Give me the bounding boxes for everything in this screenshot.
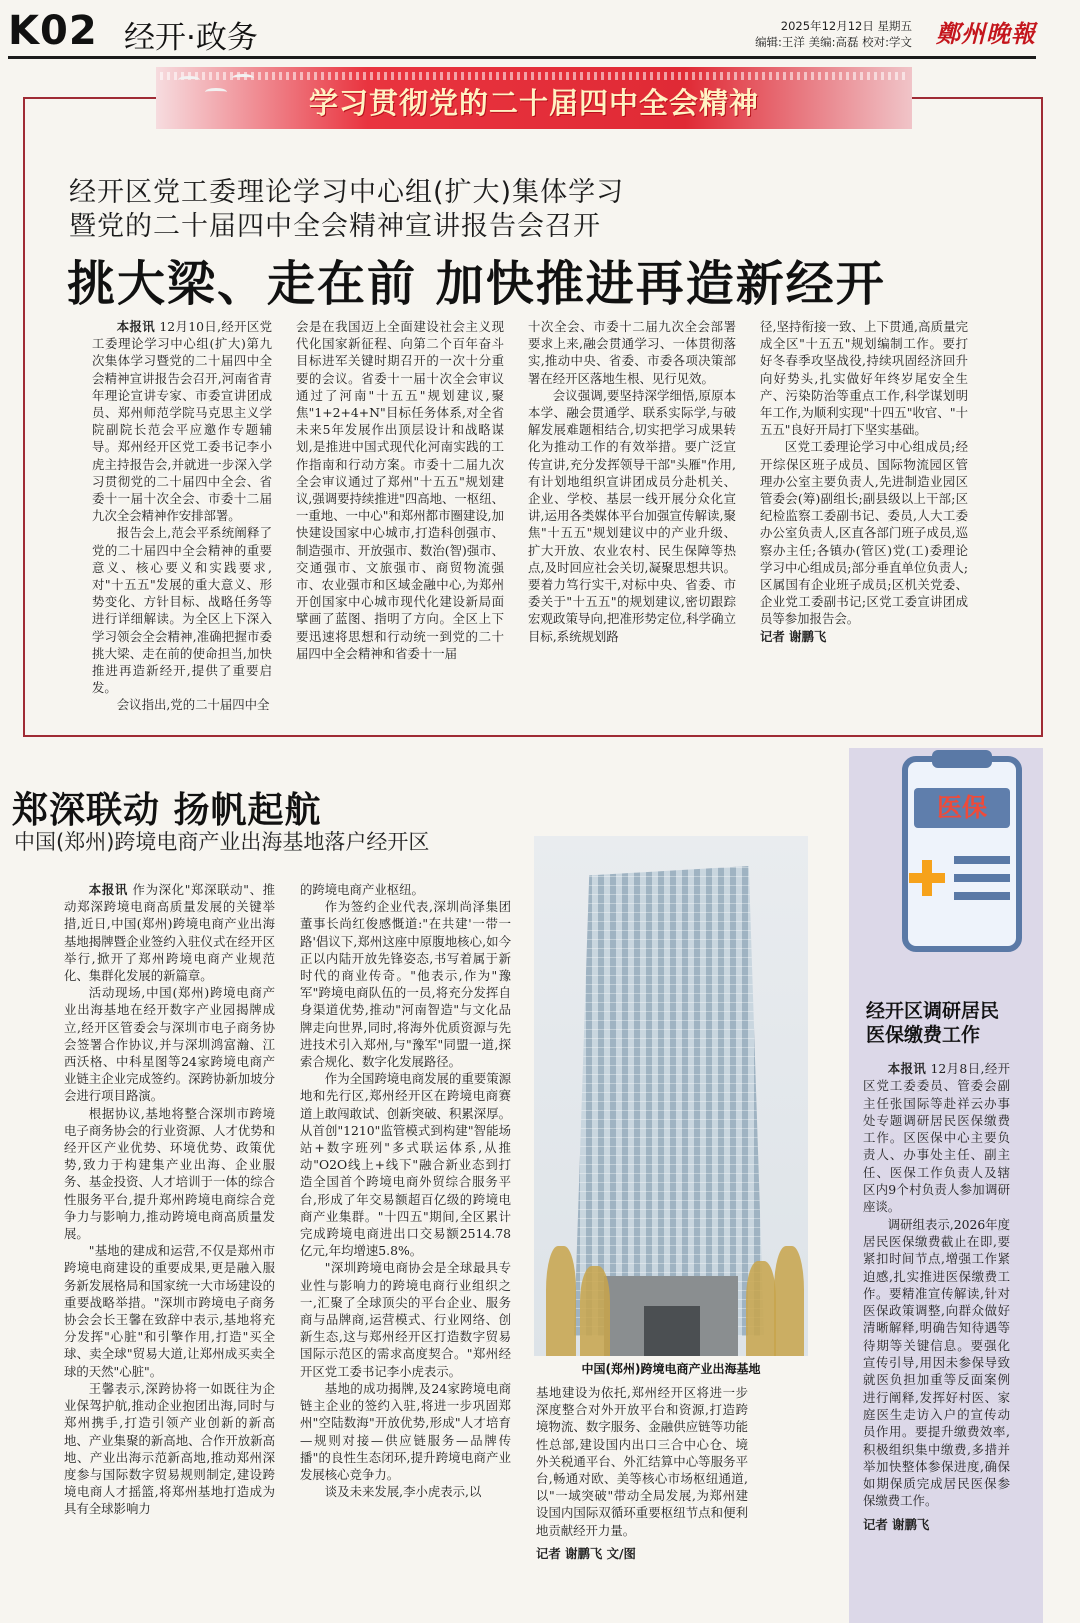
tree-shape xyxy=(746,1261,776,1356)
paragraph: 调研组表示,2026年度居民医保缴费截止在即,要紧扣时间节点,增强工作紧迫感,扎实推进医保缴费工作。要精准宣传解读,针对医保政策调整,向群众做好清晰解释,明确告知待遇等待期等关键信息。要强化宣传引导,用因未参保导致就医负担加重等反面案例进行阐释,发挥好村医、家庭医生走访入户的宣传动员作用。要提升缴费效率,积极组织集中缴费,多措并举加快整体参保进度,确保如期保质完成居民医保参保缴费工作。 xyxy=(863,1216,1011,1509)
paragraph: 会议强调,要坚持深学细悟,原原本本学、融会贯通学、联系实际学,与破解发展难题相结合,切实把学习成果转化为推动工作的有效举措。要广泛宣传宣讲,充分发挥领导干部"头雁"作用,有计划地组织宣讲团成员分赴机关、企业、学校、基层一线开展分众化宣讲,运用各类媒体平台加强宣传解读,聚焦"十五五"规划建议中的产业升级、扩大开放、农业农村、民生保障等热点,及时回应社会关切,凝聚思想共识。要着力笃行实干,对标中央、省委、市委关于"十五五"的规划建议,密切跟踪宏观政策导向,把准形势定位,科学确立目标,系统规划路 xyxy=(528,387,736,644)
article1-kicker-1: 经开区党工委理论学习中心组(扩大)集体学习 xyxy=(69,177,625,208)
tree-shape xyxy=(774,1246,804,1356)
header-meta xyxy=(755,18,912,50)
paragraph: 会是在我国迈上全面建设社会主义现代化国家新征程、向第二个百年奋斗目标进军关键时期召开的一次十分重要的会议。省委十一届十次全会审议通过了河南"十五五"规划建议,聚焦"1+2+4+N"目标任务体系,对全省未来5年发展作出顶层设计和战略谋划,是推进中国式现代化河南实践的工作指南和行动方案。市委十二届九次全会审议通过了郑州"十五五"规划建议,强调要持续推进"四高地、一枢纽、一重地、一中心"和郑州都市圈建设,加快建设国家中心城市,打造科创强市、制造强市、开放强市、数治(智)强市、交通强市、文旅强市、商贸物流强市、农业强市和区域金融中心,为郑州开创国家中心城市现代化建设新局面擘画了蓝图、指明了方向。全区上下要迅速将思想和行动统一到党的二十届四中全会精神和省委十一届 xyxy=(296,319,504,661)
tree-shape xyxy=(546,1246,576,1356)
article2-byline: 记者 谢鹏飞 文/图 xyxy=(536,1545,636,1561)
tower-window-lines xyxy=(574,866,764,1336)
paragraph: 本报讯 12月10日,经开区党工委理论学习中心组(扩大)第九次集体学习暨党的二十届四中全会精神宣讲报告会召开,河南省青年理论宣讲专家、市委宣讲团成员、郑州师范学院马克思主义学院副院长范会平应邀作专题辅导。郑州经开区党工委书记李小虎主持报告会,并就进一步深入学习贯彻党的二十届四中全会、省委十一届十次全会、市委十二届九次全会精神作安排部署。 xyxy=(92,319,273,524)
dove-icon xyxy=(178,76,200,84)
banner-title: 学习贯彻党的二十届四中全会精神 xyxy=(308,86,759,120)
sidebar-byline: 记者 谢鹏飞 xyxy=(863,1516,930,1532)
paragraph: 作为签约企业代表,深圳尚泽集团董事长尚红俊感慨道:"在共建'一带一路'倡议下,郑州这座中原腹地核心,如今正以内陆开放先锋姿态,书写着属于新时代的商业传奇。"他表示,作为"豫军"跨境电商队伍的一员,将充分发挥自身渠道优势,推动"河南智造"与文化品牌走向世界,同时,将海外优质资源与先进技术引入郑州,与"豫军"同盟一道,探索合规化、数字化发展路径。 xyxy=(300,899,511,1070)
building-photo xyxy=(534,836,808,1356)
list-line-icon xyxy=(954,892,1010,900)
dove-icon xyxy=(205,88,227,96)
paragraph: 基地建设为依托,郑州经开区将进一步深度整合对外开放平台和资源,打造跨境物流、数字服务、金融供应链等功能性总部,建设国内出口三合中心仓、境外关税通平台、外汇结算中心等服务平台,畅通对欧、美等核心市场枢纽通道,以"一域突破"带动全局发展,为郑州建设国内国际双循环重要枢纽节点和便利地贡献经开力量。 xyxy=(536,1385,748,1538)
clipboard-icon xyxy=(902,756,1022,952)
list-line-icon xyxy=(954,856,1010,864)
article1-kicker-2: 暨党的二十届四中全会精神宣讲报告会召开 xyxy=(69,211,601,242)
paragraph: 本报讯 作为深化"郑深联动"、推动郑深跨境电商高质量发展的关键举措,近日,中国(郑州)跨境电商产业出海基地揭牌暨企业签约入驻仪式在经开区举行,掀开了郑州跨境电商产业规范化、集群化发展的新篇章。 xyxy=(64,882,276,984)
article2-subtitle: 中国(郑州)跨境电商产业出海基地落户经开区 xyxy=(14,830,430,854)
article1-column-2 xyxy=(296,318,504,662)
article1-column-3 xyxy=(528,318,736,645)
section-title: 经开·政务 xyxy=(124,20,258,56)
editors-line: 编辑:王洋 美编:高磊 校对:学文 xyxy=(755,35,912,49)
paragraph: "深圳跨境电商协会是全球最具专业性与影响力的跨境电商行业组织之一,汇聚了全球顶尖的平台企业、服务商与品牌商,运营模式、行业网络、创新生态,这与郑州经开区打造数字贸易国际示范区的需求高度契合。"郑州经开区党工委书记李小虎表示。 xyxy=(300,1260,511,1379)
article2-column-1 xyxy=(64,881,275,1518)
clip-icon xyxy=(932,750,992,768)
paragraph: 径,坚持衔接一致、上下贯通,高质量完成全区"十五五"规划编制工作。要打好冬春季攻坚战役,持续巩固经济回升向好势头,扎实做好年终岁尾安全生产、污染防治等重点工作,科学谋划明年工作,为顺利实现"十四五"收官、"十五五"良好开局打下坚实基础。 xyxy=(760,319,968,438)
dove-icon xyxy=(232,74,254,82)
plus-icon xyxy=(909,873,945,883)
tree-shape xyxy=(580,1266,610,1356)
sidebar-body xyxy=(863,1060,1010,1533)
paragraph: 根据协议,基地将整合深圳市跨境电子商务协会的行业资源、人才优势和经开区产业优势、环境优势、政策优势,致力于构建集产业出海、企业服务、基金投资、人才培训于一体的综合性服务平台,提升郑州跨境电商综合竞争力与影响力,推动跨境电商高质量发展。 xyxy=(64,1105,275,1242)
header-rule xyxy=(8,56,1036,59)
article2-column-3 xyxy=(536,1384,748,1562)
paragraph: 区党工委理论学习中心组成员;经开综保区班子成员、国际物流园区管理办公室主要负责人,先进制造业园区管委会(筹)副组长;副县级以上干部;区纪检监察工委副书记、委员,人大工委办公室负责人,区直各部门班子成员,巡察办主任;各镇办(管区)党(工)委理论学习中心组成员;部分垂直单位负责人;区属国有企业班子成员;区机关党委、企业党工委副书记;区党工委宣讲团成员等参加报告会。 xyxy=(760,439,968,627)
icon-label: 医保 xyxy=(914,788,1010,828)
photo-caption: 中国(郑州)跨境电商产业出海基地 xyxy=(581,1362,761,1376)
paragraph: 王馨表示,深跨协将一如既往为企业保驾护航,推动企业抱团出海,同时与郑州携手,打造引领产业创新的新高地、产业集聚的新高地、合作开放新高地、产业出海示范新高地,推动郑州深度参与国际数字贸易规则制定,建设跨境电商人才摇篮,将郑州基地打造成为具有全球影响力 xyxy=(64,1380,275,1517)
sidebar-title: 经开区调研居民 医保缴费工作 xyxy=(866,1000,1000,1046)
paragraph: 本报讯 12月8日,经开区党工委委员、管委会副主任张国际等赴祥云办事处专题调研居民医保缴费工作。区医保中心主要负责人、办事处主任、副主任、医保工作负责人及辖区内9个村负责人参加调研座谈。 xyxy=(863,1061,1011,1215)
paragraph: "基地的建成和运营,不仅是郑州市跨境电商建设的重要成果,更是融入服务新发展格局和国家统一大市场建设的重要战略举措。"深圳市跨境电子商务协会会长王馨在致辞中表示,基地将充分发挥"心脏"和引擎作用,打造"买全球、卖全球"贸易大道,让郑州成买卖全球的天然"心脏"。 xyxy=(64,1243,275,1379)
paragraph: 报告会上,范会平系统阐释了党的二十届四中全会精神的重要意义、核心要义和实践要求,对"十五五"发展的重大意义、形势变化、方针目标、战略任务等进行详细解读。为全区上下深入学习领会全会精神,准确把握市委挑大梁、走在前的使命担当,加快推进再造新经开,提供了重要启发。 xyxy=(92,525,272,696)
paragraph: 作为全国跨境电商发展的重要策源地和先行区,郑州经开区在跨境电商赛道上敢闯敢试、创新突破、积累深厚。从首创"1210"监管模式到构建"智能场站+数字班列"多式联运体系,从推动"O2O线上+线下"融合新业态到打造全国首个跨境电商外贸综合服务平台,形成了年交易额超百亿级的跨境电商产业集群。"十四五"期间,全区累计完成跨境电商进出口交易额2514.78亿元,年均增速5.8%。 xyxy=(300,1071,511,1259)
article1-headline: 挑大梁、走在前 加快推进再造新经开 xyxy=(67,256,886,312)
date-line: 2025年12月12日 星期五 xyxy=(780,19,912,33)
article1-byline: 记者 谢鹏飞 xyxy=(760,628,827,644)
article2-headline: 郑深联动 扬帆起航 xyxy=(12,789,322,831)
article1-column-1 xyxy=(92,318,272,714)
building-entrance xyxy=(644,1306,700,1356)
paragraph: 十次全会、市委十二届九次全会部署要求上来,融会贯通学习、一体贯彻落实,推动中央、省委、市委各项决策部署在经开区落地生根、见行见效。 xyxy=(528,319,736,386)
paragraph: 活动现场,中国(郑州)跨境电商产业出海基地在经开数字产业园揭牌成立,经开区管委会与深圳市电子商务协会签署合作协议,并与深圳鸿富瀚、江西沃格、中科星图等24家跨境电商产业链主企业完成签约。深跨协新加坡分会进行项目路演。 xyxy=(64,985,275,1104)
article1-column-4 xyxy=(760,318,968,645)
newspaper-logo: 鄭州晚報 xyxy=(936,19,1036,48)
paragraph: 基地的成功揭牌,及24家跨境电商链主企业的签约入驻,将进一步巩固郑州"空陆数海"开放优势,形成"人才培育—规则对接—供应链服务—品牌传播"的良性生态闭环,提升跨境电商产业发展核心竞争力。 xyxy=(300,1380,511,1482)
list-line-icon xyxy=(954,874,1010,882)
paragraph: 会议指出,党的二十届四中全 xyxy=(116,697,270,713)
page-code: K02 xyxy=(8,8,98,54)
paragraph: 谈及未来发展,李小虎表示,以 xyxy=(324,1484,482,1500)
medical-insurance-icon xyxy=(892,750,1024,958)
paragraph: 的跨境电商产业枢纽。 xyxy=(300,882,424,897)
article2-column-2 xyxy=(300,881,511,1500)
banner-strip xyxy=(160,72,908,80)
